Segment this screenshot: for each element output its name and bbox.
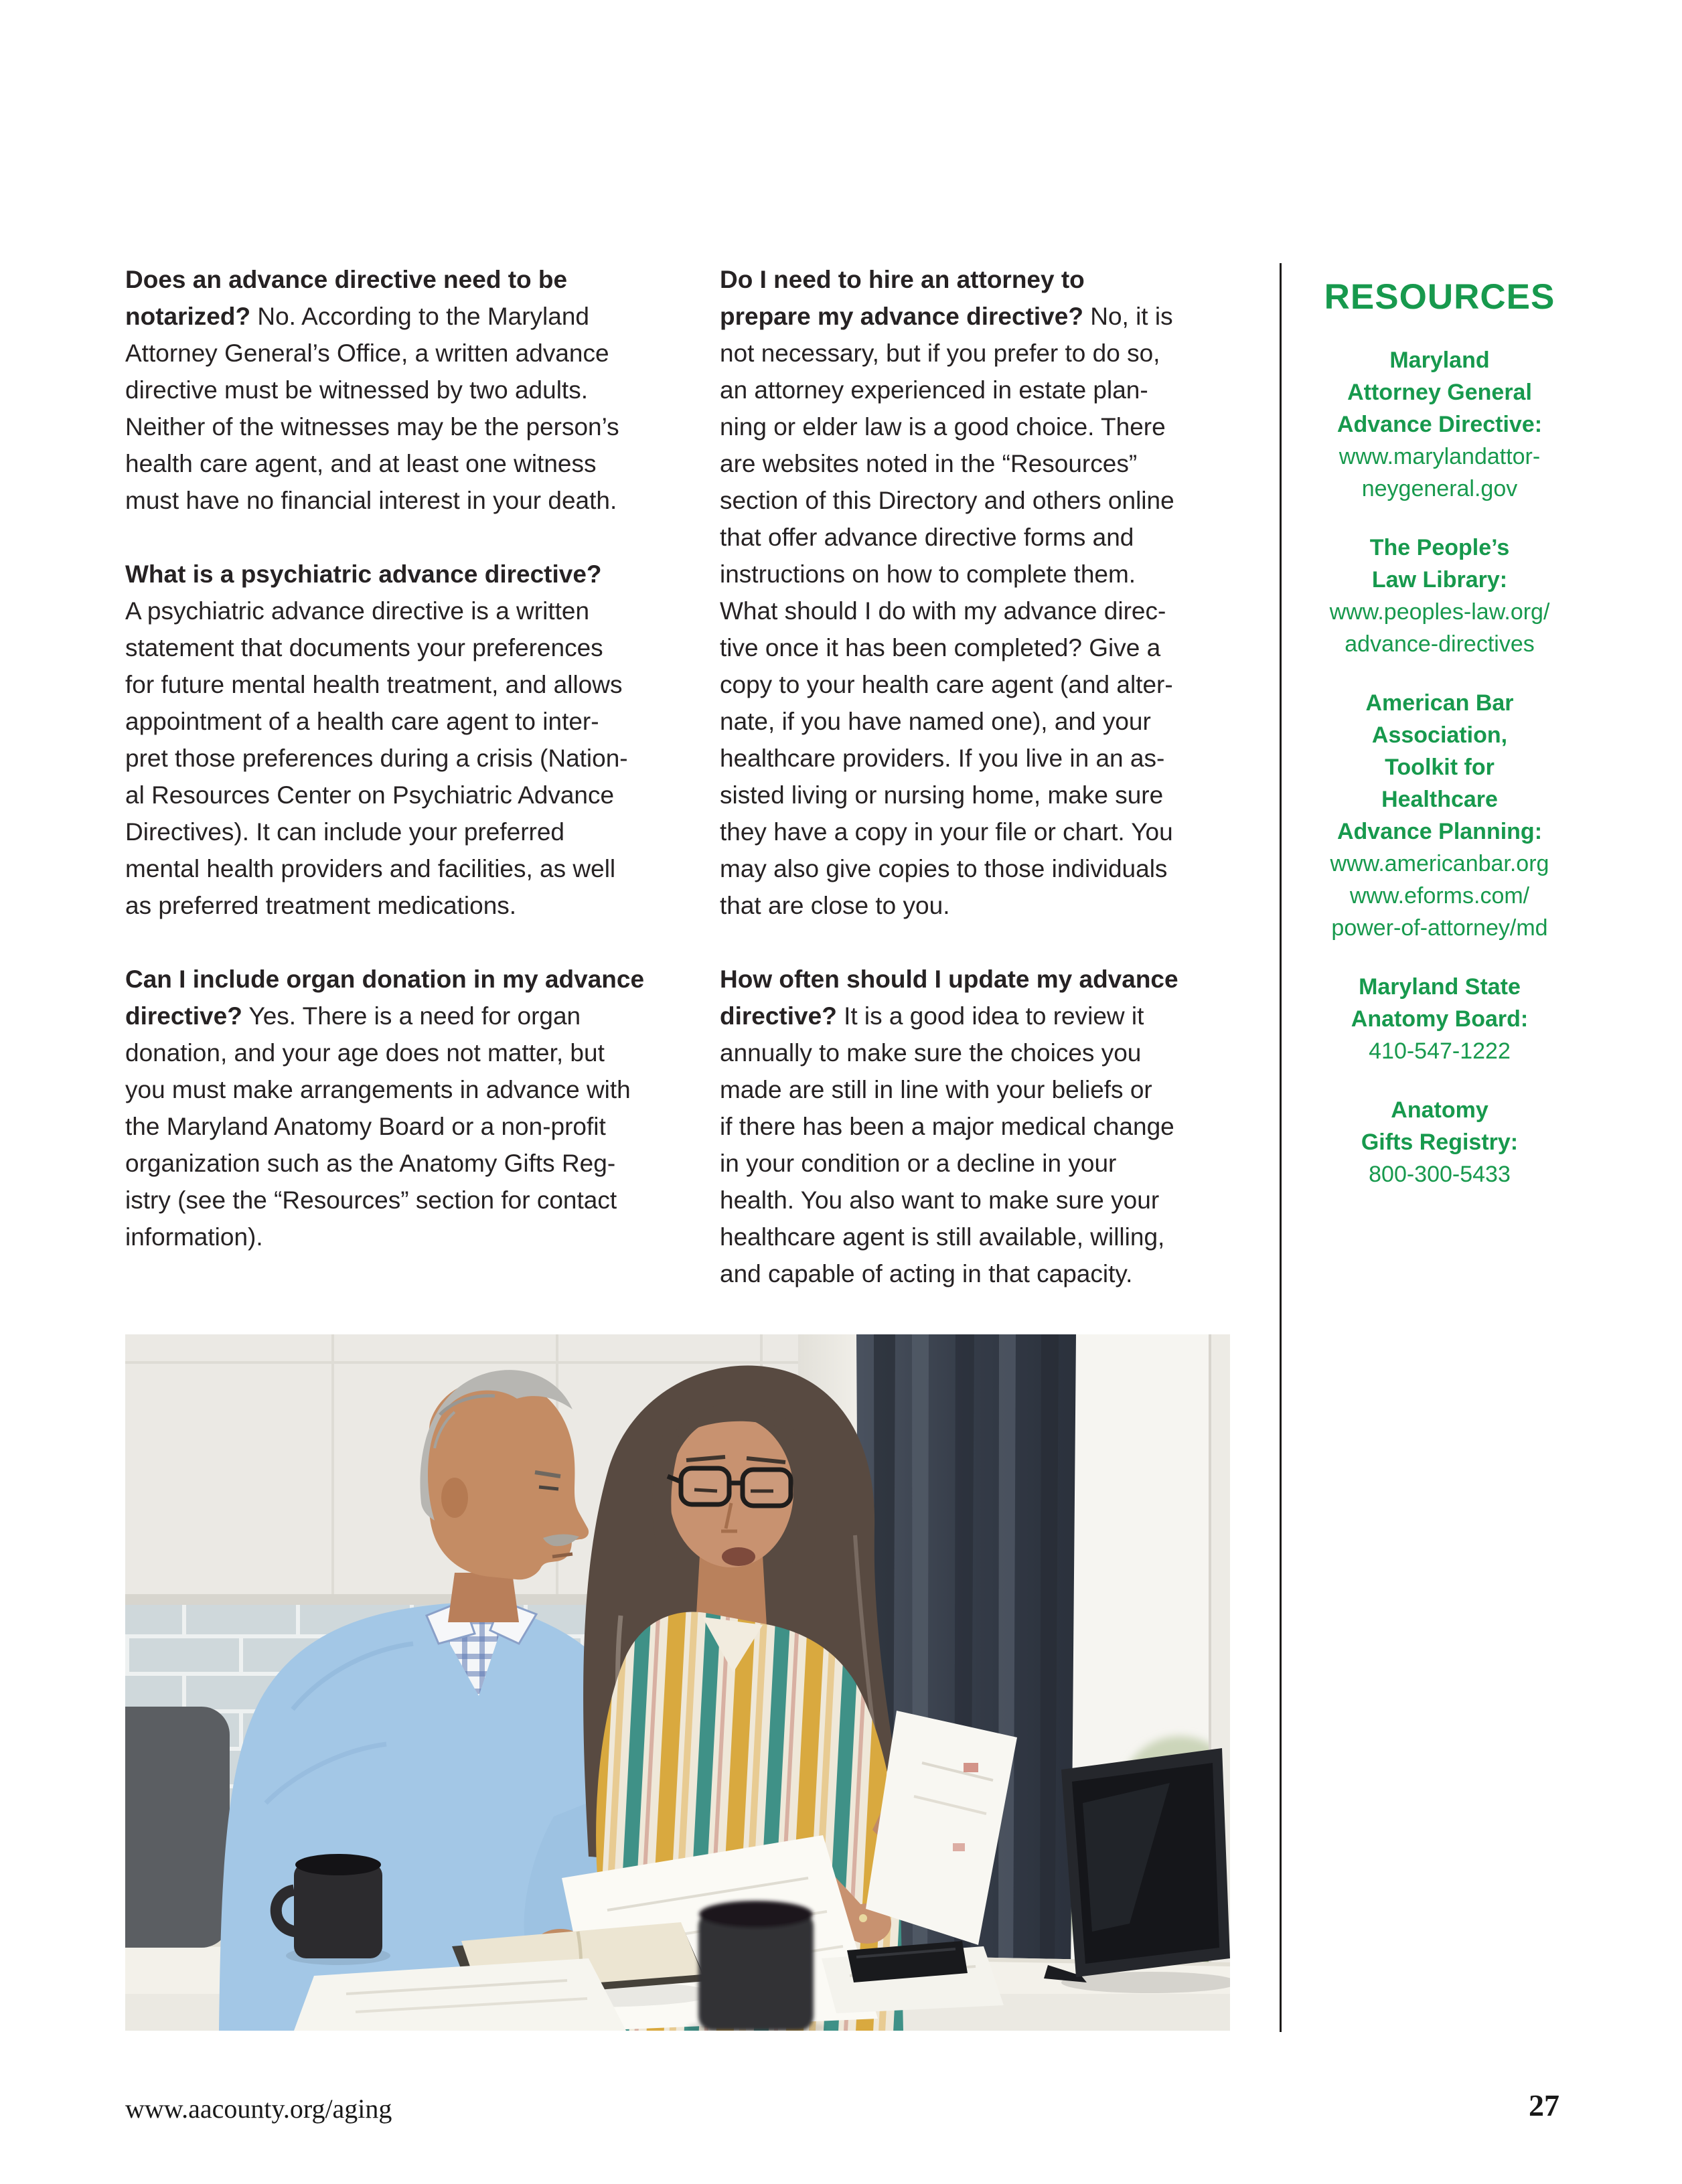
coffee-mug-front bbox=[686, 1901, 826, 2031]
resource-contact-line: advance-directives bbox=[1345, 631, 1535, 657]
text-line: for future mental health treatment, and allows bbox=[125, 671, 623, 698]
resource-group bbox=[1302, 971, 1577, 1067]
man-eye bbox=[539, 1487, 558, 1489]
resource-group bbox=[1302, 1094, 1577, 1190]
resource-name-line: American Bar bbox=[1365, 690, 1514, 716]
man-ear bbox=[441, 1478, 468, 1518]
ring bbox=[859, 1914, 867, 1922]
text-line: you must make arrangements in advance with bbox=[125, 1076, 631, 1103]
resource-name-line: Maryland bbox=[1389, 347, 1490, 373]
text-line: tive once it has been completed? Give a bbox=[720, 634, 1161, 661]
woman-eye-left bbox=[694, 1490, 717, 1491]
text-line: copy to your health care agent (and alter- bbox=[720, 671, 1173, 698]
text-line: What is a psychiatric advance directive? bbox=[125, 560, 602, 588]
text-line: sisted living or nursing home, make sure bbox=[720, 781, 1164, 809]
text-line: mental health providers and facilities, as well bbox=[125, 855, 616, 882]
text-line: health. You also want to make sure your bbox=[720, 1186, 1160, 1214]
resource-name-line: Advance Directive: bbox=[1336, 412, 1543, 437]
woman-mouth bbox=[722, 1547, 755, 1566]
text-line: health care agent, and at least one witness bbox=[125, 450, 597, 477]
footer-url: www.aacounty.org/aging bbox=[125, 2094, 392, 2124]
text-line: they have a copy in your file or chart. You bbox=[720, 818, 1173, 846]
text-line: directive? Yes. There is a need for organ bbox=[125, 1002, 581, 1030]
paragraph bbox=[125, 556, 708, 924]
chair bbox=[125, 1707, 230, 1948]
resource-contact-line: www.marylandattor- bbox=[1339, 444, 1541, 469]
resource-contact-line: www.peoples-law.org/ bbox=[1329, 599, 1550, 625]
text-line: annually to make sure the choices you bbox=[720, 1039, 1142, 1067]
page-number: 27 bbox=[1529, 2088, 1559, 2122]
text-line: nate, if you have named one), and your bbox=[720, 708, 1151, 735]
sidebar-divider-rule bbox=[1280, 263, 1282, 2032]
resource-name-line: Toolkit for bbox=[1385, 755, 1495, 780]
text-line: are websites noted in the “Resources” bbox=[720, 450, 1138, 477]
text-line: prepare my advance directive? No, it is bbox=[720, 303, 1173, 330]
text-line: information). bbox=[125, 1223, 263, 1251]
resource-contact-line: power-of-attorney/md bbox=[1331, 915, 1548, 941]
text-line: pret those preferences during a crisis (Nation- bbox=[125, 745, 628, 772]
photo-illustration bbox=[125, 1334, 1230, 2031]
text-line: directive? It is a good idea to review it bbox=[720, 1002, 1144, 1030]
text-line: Can I include organ donation in my advance bbox=[125, 965, 645, 993]
article-column-left bbox=[125, 261, 708, 1255]
text-line: an attorney experienced in estate plan- bbox=[720, 376, 1148, 404]
resource-contact-line: www.eforms.com/ bbox=[1349, 883, 1530, 909]
paragraph bbox=[125, 961, 708, 1255]
resource-contact-line: neygeneral.gov bbox=[1361, 476, 1518, 501]
text-line: not necessary, but if you prefer to do so, bbox=[720, 339, 1160, 367]
text-line: must have no financial interest in your death. bbox=[125, 487, 617, 514]
resource-contact-line: www.americanbar.org bbox=[1330, 851, 1549, 876]
text-line: Do I need to hire an attorney to bbox=[720, 266, 1085, 293]
paragraph bbox=[720, 961, 1269, 1292]
text-line: may also give copies to those individuals bbox=[720, 855, 1168, 882]
text-line: donation, and your age does not matter, but bbox=[125, 1039, 605, 1067]
text-line: al Resources Center on Psychiatric Advance bbox=[125, 781, 615, 809]
text-line: made are still in line with your beliefs or bbox=[720, 1076, 1152, 1103]
resource-contact-line: 800-300-5433 bbox=[1369, 1162, 1511, 1187]
resource-name-line: Association, bbox=[1371, 722, 1508, 748]
text-line: statement that documents your preferences bbox=[125, 634, 603, 661]
text-line: notarized? No. According to the Maryland bbox=[125, 303, 589, 330]
man-neck bbox=[448, 1573, 519, 1622]
resources-sidebar bbox=[1302, 277, 1577, 1190]
resource-name-line: Law Library: bbox=[1371, 567, 1508, 593]
resource-group bbox=[1302, 532, 1577, 660]
text-line: directive must be witnessed by two adults. bbox=[125, 376, 588, 404]
text-line: Attorney General’s Office, a written advance bbox=[125, 339, 609, 367]
resource-name-line: Anatomy bbox=[1391, 1097, 1488, 1123]
resource-name-line: Gifts Registry: bbox=[1361, 1129, 1519, 1155]
resource-name-line: Advance Planning: bbox=[1336, 819, 1543, 844]
resource-name-line: Anatomy Board: bbox=[1351, 1006, 1529, 1032]
resources-groups bbox=[1302, 344, 1577, 1190]
resource-name-line: Attorney General bbox=[1347, 380, 1532, 405]
paragraph bbox=[720, 261, 1269, 924]
text-line: istry (see the “Resources” section for contact bbox=[125, 1186, 617, 1214]
resource-name-line: Healthcare bbox=[1381, 787, 1498, 812]
text-line: that offer advance directive forms and bbox=[720, 524, 1134, 551]
text-line: healthcare agent is still available, willing, bbox=[720, 1223, 1165, 1251]
article-column-middle bbox=[720, 261, 1269, 1292]
text-line: the Maryland Anatomy Board or a non-profit bbox=[125, 1113, 606, 1140]
text-line: instructions on how to complete them. bbox=[720, 560, 1136, 588]
text-line: appointment of a health care agent to inter- bbox=[125, 708, 599, 735]
text-line: How often should I update my advance bbox=[720, 965, 1178, 993]
text-line: as preferred treatment medications. bbox=[125, 892, 517, 919]
text-line: in your condition or a decline in your bbox=[720, 1150, 1117, 1177]
resource-name-line: The People’s bbox=[1369, 535, 1510, 560]
text-line: and capable of acting in that capacity. bbox=[720, 1260, 1133, 1288]
couple-kitchen-photo bbox=[125, 1334, 1230, 2031]
resources-title: RESOURCES bbox=[1324, 277, 1555, 317]
glasses bbox=[668, 1468, 791, 1506]
text-line: ning or elder law is a good choice. There bbox=[720, 413, 1166, 441]
text-line: healthcare providers. If you live in an as- bbox=[720, 745, 1165, 772]
resource-contact-line: 410-547-1222 bbox=[1369, 1038, 1511, 1064]
paragraph bbox=[125, 261, 708, 519]
text-line: if there has been a major medical change bbox=[720, 1113, 1174, 1140]
text-line: A psychiatric advance directive is a written bbox=[125, 597, 590, 625]
resource-name-line: Maryland State bbox=[1359, 974, 1521, 1000]
resource-group bbox=[1302, 344, 1577, 505]
text-line: What should I do with my advance direc- bbox=[720, 597, 1166, 625]
text-line: that are close to you. bbox=[720, 892, 950, 919]
text-line: organization such as the Anatomy Gifts Reg- bbox=[125, 1150, 616, 1177]
text-line: Does an advance directive need to be bbox=[125, 266, 568, 293]
resource-group bbox=[1302, 687, 1577, 944]
text-line: Neither of the witnesses may be the person’s bbox=[125, 413, 619, 441]
text-line: section of this Directory and others online bbox=[720, 487, 1174, 514]
text-line: Directives). It can include your preferred bbox=[125, 818, 564, 846]
